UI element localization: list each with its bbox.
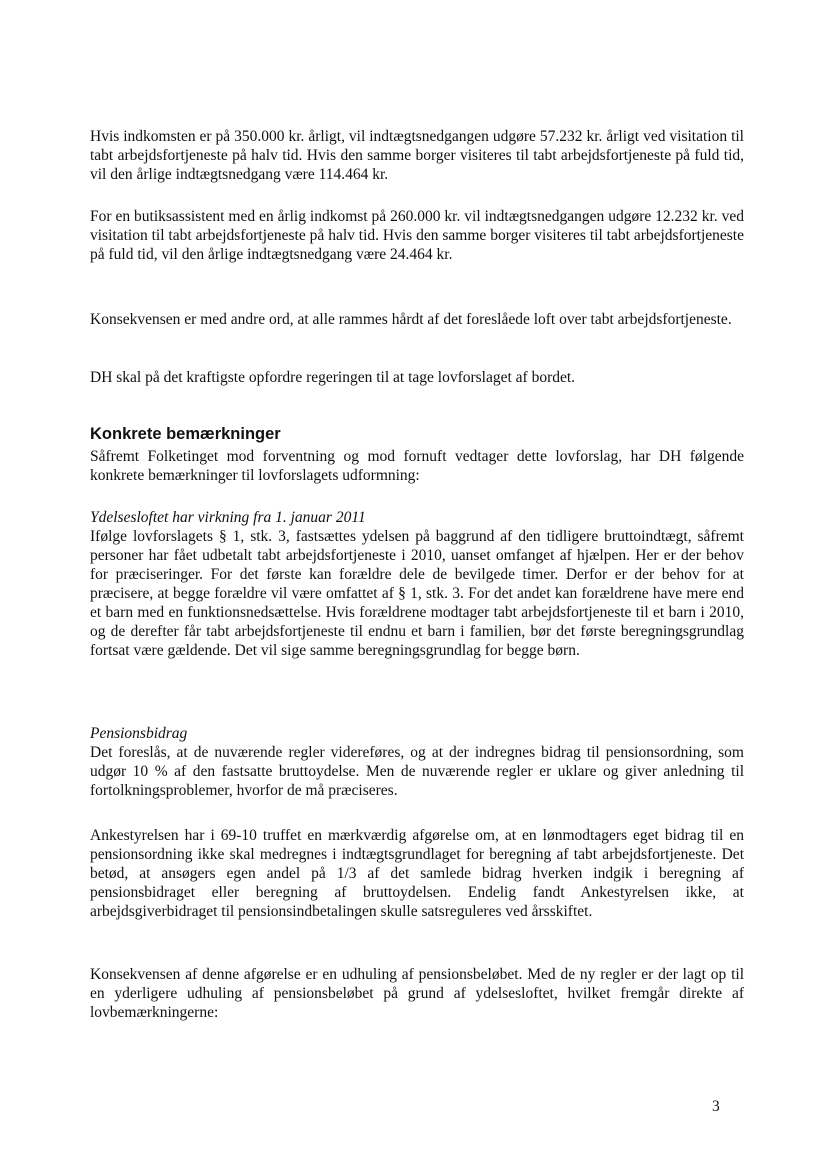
subsection-title: Ydelsesloftet har virkning fra 1. januar 2011 [90,509,366,526]
paragraph-ankestyrelsen: Ankestyrelsen har i 69-10 truffet en mærkværdig afgørelse om, at en lønmodtagers eget bidrag til en pensionsordning ikke skal medregnes i indtægtsgrundlaget for beregning af tabt arbejdsfortjeneste. Det betød, at ansøgers egen andel på 1/3 af det samlede bidrag hverken indgik i beregning af pensionsbidraget eller beregning af bruttoydelsen. Endelig fandt Ankestyrelsen ikke, at arbejdsgiverbidraget til pensionsindbetalingen skulle satsreguleres ved årsskiftet. [90,827,744,920]
section-heading: Konkrete bemærkninger [90,425,281,443]
paragraph-pension-erosion: Konsekvensen af denne afgørelse er en udhuling af pensionsbeløbet. Med de ny regler er der lagt op til en yderligere udhuling af pensionsbeløbet på grund af ydelsesloftet, hvilket fremgår direkte af lovbemærkningerne: [90,966,744,1021]
subsection-title: Pensionsbidrag [90,725,188,742]
page-number: 3 [712,1098,720,1115]
paragraph-consequence: Konsekvensen er med andre ord, at alle rammes hårdt af det foreslåede loft over tabt arbejdsfortjeneste. [90,311,732,328]
subsection-body: Det foreslås, at de nuværende regler videreføres, og at der indregnes bidrag til pensionsordning, som udgør 10 % af den fastsatte bruttoydelse. Men de nuværende regler er uklare og giver anledning til fortolkningsproblemer, hvorfor de må præciseres. [90,744,744,799]
subsection-body: Ifølge lovforslagets § 1, stk. 3, fastsættes ydelsen på baggrund af den tidligere bruttoindtægt, såfremt personer har fået udbetalt tabt arbejdsfortjeneste i 2010, uanset omfanget af hjælpen. Her er der behov for præciseringer. For det første kan forældre dele de bevilgede timer. Derfor er der behov for at præcisere, at begge forældre vil være omfattet af § 1, stk. 3. For det andet kan forældrene have mere end et barn med en funktionsnedsættelse. Hvis forældrene modtager tabt arbejdsfortjeneste til et barn i 2010, og de derefter får tabt arbejdsfortjeneste til endnu et barn i familien, bør det første beregningsgrundlag fortsat være gældende. Det vil sige samme beregningsgrundlag for begge børn. [90,528,744,659]
paragraph-income-350000: Hvis indkomsten er på 350.000 kr. årligt, vil indtægtsnedgangen udgøre 57.232 kr. årligt ved visitation til tabt arbejdsfortjeneste på halv tid. Hvis den samme borger visiteres til tabt arbejdsfortjeneste på fuld tid, vil den årlige indtægtsnedgang være 114.464 kr. [90,128,744,183]
subsection-pensionsbidrag [90,724,744,800]
paragraph-shop-assistant: For en butiksassistent med en årlig indkomst på 260.000 kr. vil indtægtsnedgangen udgøre 12.232 kr. ved visitation til tabt arbejdsfortjeneste på halv tid. Hvis den samme borger visiteres til tabt arbejdsfortjeneste på fuld tid, vil den årlige indtægtsnedgang være 24.464 kr. [90,208,744,263]
subsection-ydelsesloftet [90,508,744,660]
paragraph-dh-call: DH skal på det kraftigste opfordre regeringen til at tage lovforslaget af bordet. [90,369,576,386]
section-intro: Såfremt Folketinget mod forventning og mod fornuft vedtager dette lovforslag, har DH følgende konkrete bemærkninger til lovforslagets udformning: [90,448,744,484]
